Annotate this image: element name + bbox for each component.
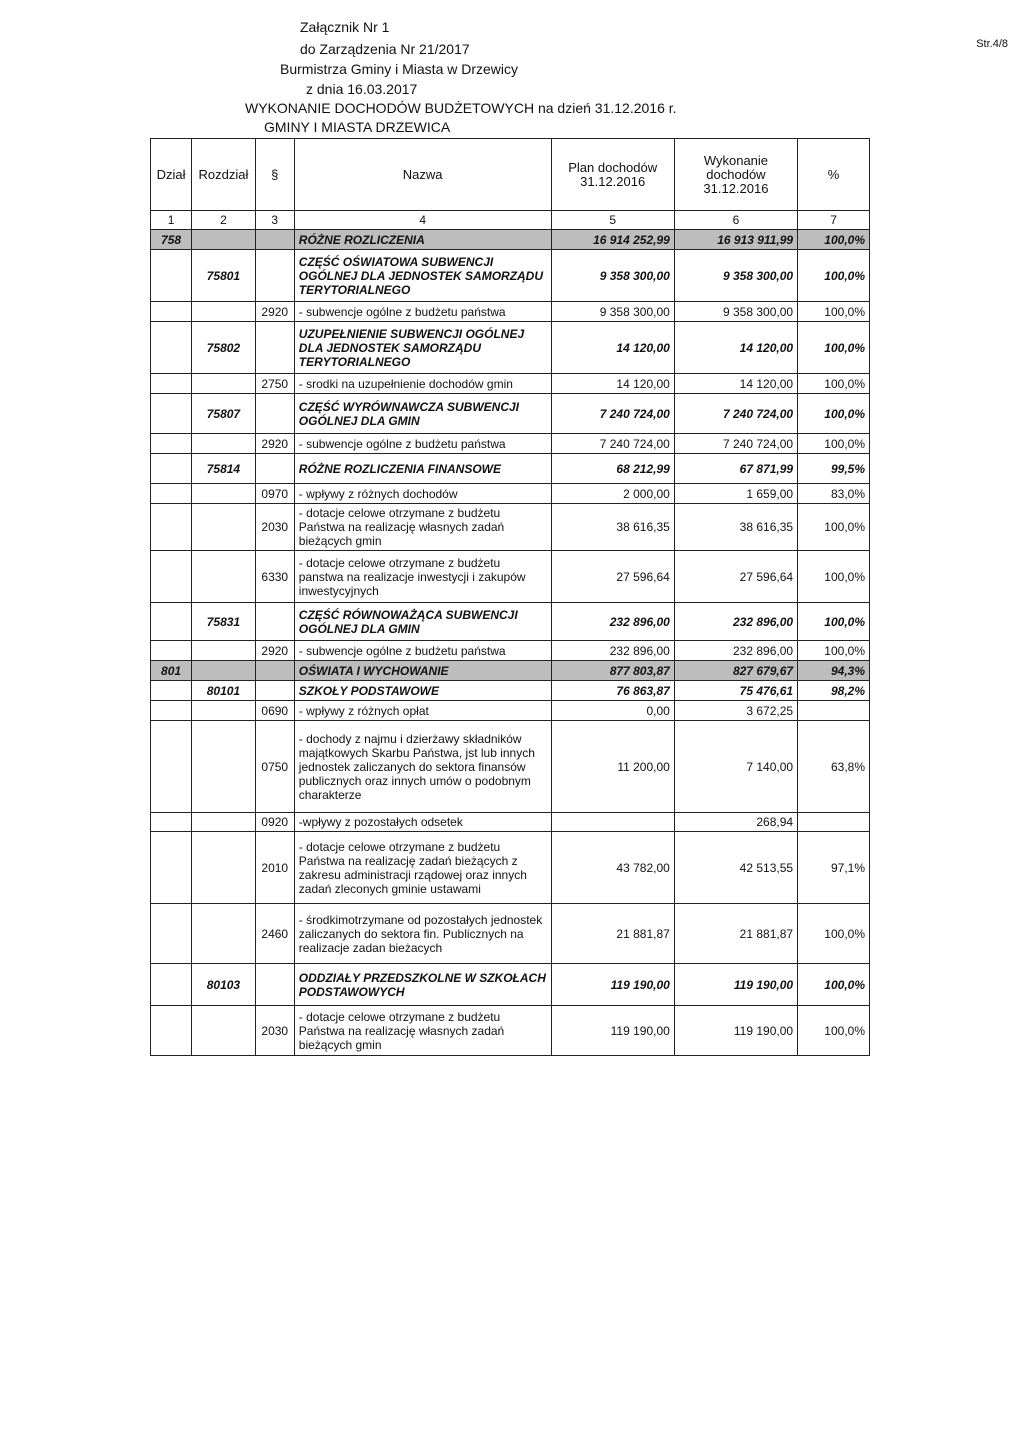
- paragraf-cell: 2460: [255, 904, 294, 964]
- dzial-cell: [151, 964, 192, 1006]
- dzial-cell: [151, 1006, 192, 1056]
- item-row: [151, 832, 870, 904]
- rozdzial-cell: [192, 434, 256, 454]
- dzial-cell: [151, 551, 192, 603]
- column-number-row: [151, 211, 870, 230]
- item-row: [151, 302, 870, 322]
- rozdzial-cell: [192, 551, 256, 603]
- percent-cell: 100,0%: [798, 1006, 870, 1056]
- execution-cell: 3 672,25: [674, 701, 797, 721]
- plan-cell: 877 803,87: [551, 661, 674, 681]
- item-row: [151, 434, 870, 454]
- execution-cell: 27 596,64: [674, 551, 797, 603]
- percent-cell: 100,0%: [798, 964, 870, 1006]
- paragraf-cell: [255, 250, 294, 302]
- subsection-row: [151, 394, 870, 434]
- percent-cell: 100,0%: [798, 641, 870, 661]
- execution-cell: 16 913 911,99: [674, 230, 797, 250]
- rozdzial-cell: [192, 230, 256, 250]
- annex-title: Załącznik Nr 1: [300, 19, 390, 35]
- item-row: [151, 484, 870, 504]
- paragraf-cell: 0970: [255, 484, 294, 504]
- rozdzial-cell: 75814: [192, 454, 256, 484]
- rozdzial-cell: [192, 302, 256, 322]
- header-plan: Plan dochodów 31.12.2016: [551, 139, 674, 211]
- document-subtitle: GMINY I MIASTA DRZEWICA: [264, 119, 451, 135]
- plan-cell: 11 200,00: [551, 721, 674, 813]
- execution-cell: 119 190,00: [674, 1006, 797, 1056]
- name-cell: - dotacje celowe otrzymane z budżetu panstwa na realizacje inwestycji i zakupów inwestycyjnych: [294, 551, 551, 603]
- rozdzial-cell: 80101: [192, 681, 256, 701]
- paragraf-cell: [255, 661, 294, 681]
- plan-cell: 21 881,87: [551, 904, 674, 964]
- paragraf-cell: [255, 394, 294, 434]
- item-row: [151, 701, 870, 721]
- percent-cell: 100,0%: [798, 434, 870, 454]
- percent-cell: 97,1%: [798, 832, 870, 904]
- rozdzial-cell: [192, 374, 256, 394]
- rozdzial-cell: 75831: [192, 603, 256, 641]
- plan-cell: 14 120,00: [551, 374, 674, 394]
- annex-order: do Zarządzenia Nr 21/2017: [300, 41, 470, 57]
- header-wykonanie: Wykonanie dochodów 31.12.2016: [674, 139, 797, 211]
- section-row: [151, 230, 870, 250]
- name-cell: - środkimotrzymane od pozostałych jednostek zaliczanych do sektora fin. Publicznych na realizacje zadan bieżacych: [294, 904, 551, 964]
- execution-cell: 232 896,00: [674, 641, 797, 661]
- paragraf-cell: [255, 964, 294, 1006]
- item-row: [151, 641, 870, 661]
- paragraf-cell: 0920: [255, 813, 294, 832]
- rozdzial-cell: [192, 504, 256, 551]
- name-cell: RÓŻNE ROZLICZENIA FINANSOWE: [294, 454, 551, 484]
- percent-cell: 94,3%: [798, 661, 870, 681]
- dzial-cell: [151, 904, 192, 964]
- budget-table: [150, 138, 870, 1056]
- dzial-cell: [151, 322, 192, 374]
- item-row: [151, 904, 870, 964]
- name-cell: - dotacje celowe otrzymane z budżetu Państwa na realizację własnych zadań bieżących gmin: [294, 504, 551, 551]
- paragraf-cell: [255, 603, 294, 641]
- name-cell: ODDZIAŁY PRZEDSZKOLNE W SZKOŁACH PODSTAWOWYCH: [294, 964, 551, 1006]
- execution-cell: 14 120,00: [674, 374, 797, 394]
- paragraf-cell: 2920: [255, 434, 294, 454]
- section-row: [151, 661, 870, 681]
- percent-cell: 100,0%: [798, 250, 870, 302]
- paragraf-cell: [255, 454, 294, 484]
- annex-issuer: Burmistrza Gminy i Miasta w Drzewicy: [280, 61, 519, 77]
- execution-cell: 38 616,35: [674, 504, 797, 551]
- execution-cell: 42 513,55: [674, 832, 797, 904]
- name-cell: - wpływy z różnych dochodów: [294, 484, 551, 504]
- name-cell: CZĘŚĆ RÓWNOWAŻĄCA SUBWENCJI OGÓLNEJ DLA GMIN: [294, 603, 551, 641]
- rozdzial-cell: [192, 904, 256, 964]
- dzial-cell: [151, 641, 192, 661]
- percent-cell: 63,8%: [798, 721, 870, 813]
- execution-cell: 75 476,61: [674, 681, 797, 701]
- dzial-cell: 758: [151, 230, 192, 250]
- rozdzial-cell: [192, 701, 256, 721]
- subsection-row: [151, 454, 870, 484]
- rozdzial-cell: [192, 641, 256, 661]
- execution-cell: 9 358 300,00: [674, 302, 797, 322]
- plan-cell: 27 596,64: [551, 551, 674, 603]
- plan-cell: 43 782,00: [551, 832, 674, 904]
- plan-cell: 14 120,00: [551, 322, 674, 374]
- header-rozdzial: Rozdział: [192, 139, 256, 211]
- execution-cell: 232 896,00: [674, 603, 797, 641]
- name-cell: - srodki na uzupełnienie dochodów gmin: [294, 374, 551, 394]
- paragraf-cell: 2030: [255, 1006, 294, 1056]
- item-row: [151, 721, 870, 813]
- dzial-cell: [151, 603, 192, 641]
- name-cell: CZĘŚĆ WYRÓWNAWCZA SUBWENCJI OGÓLNEJ DLA GMIN: [294, 394, 551, 434]
- colnum: 1: [151, 211, 192, 230]
- dzial-cell: [151, 832, 192, 904]
- percent-cell: 100,0%: [798, 504, 870, 551]
- name-cell: - subwencje ogólne z budżetu państwa: [294, 302, 551, 322]
- name-cell: -wpływy z pozostałych odsetek: [294, 813, 551, 832]
- paragraf-cell: 2010: [255, 832, 294, 904]
- plan-cell: 16 914 252,99: [551, 230, 674, 250]
- dzial-cell: [151, 484, 192, 504]
- page-number: Str.4/8: [976, 38, 1008, 50]
- percent-cell: 100,0%: [798, 302, 870, 322]
- percent-cell: [798, 701, 870, 721]
- name-cell: - subwencje ogólne z budżetu państwa: [294, 641, 551, 661]
- plan-cell: 7 240 724,00: [551, 434, 674, 454]
- subsection-row: [151, 681, 870, 701]
- plan-cell: 2 000,00: [551, 484, 674, 504]
- header-procent: %: [798, 139, 870, 211]
- rozdzial-cell: 80103: [192, 964, 256, 1006]
- name-cell: - dotacje celowe otrzymane z budżetu Państwa na realizację zadań bieżących z zakresu administracji rządowej oraz innych zadań zleconych gminie ustawami: [294, 832, 551, 904]
- item-row: [151, 504, 870, 551]
- rozdzial-cell: [192, 484, 256, 504]
- name-cell: - subwencje ogólne z budżetu państwa: [294, 434, 551, 454]
- rozdzial-cell: 75807: [192, 394, 256, 434]
- paragraf-cell: [255, 230, 294, 250]
- paragraf-cell: 0750: [255, 721, 294, 813]
- annex-date: z dnia 16.03.2017: [306, 81, 418, 97]
- plan-cell: 68 212,99: [551, 454, 674, 484]
- plan-cell: 38 616,35: [551, 504, 674, 551]
- execution-cell: 827 679,67: [674, 661, 797, 681]
- item-row: [151, 813, 870, 832]
- dzial-cell: 801: [151, 661, 192, 681]
- header-dzial: Dział: [151, 139, 192, 211]
- execution-cell: 7 140,00: [674, 721, 797, 813]
- rozdzial-cell: [192, 813, 256, 832]
- colnum: 6: [674, 211, 797, 230]
- subsection-row: [151, 322, 870, 374]
- percent-cell: 100,0%: [798, 322, 870, 374]
- paragraf-cell: 2920: [255, 641, 294, 661]
- dzial-cell: [151, 681, 192, 701]
- header-paragraf: §: [255, 139, 294, 211]
- plan-cell: 119 190,00: [551, 964, 674, 1006]
- dzial-cell: [151, 721, 192, 813]
- name-cell: RÓŻNE ROZLICZENIA: [294, 230, 551, 250]
- execution-cell: 7 240 724,00: [674, 394, 797, 434]
- percent-cell: 100,0%: [798, 374, 870, 394]
- plan-cell: 9 358 300,00: [551, 250, 674, 302]
- rozdzial-cell: [192, 832, 256, 904]
- paragraf-cell: 2030: [255, 504, 294, 551]
- colnum: 7: [798, 211, 870, 230]
- table-header-row: [151, 139, 870, 211]
- paragraf-cell: 2920: [255, 302, 294, 322]
- dzial-cell: [151, 250, 192, 302]
- plan-cell: 232 896,00: [551, 603, 674, 641]
- paragraf-cell: 6330: [255, 551, 294, 603]
- percent-cell: [798, 813, 870, 832]
- percent-cell: 83,0%: [798, 484, 870, 504]
- percent-cell: 100,0%: [798, 230, 870, 250]
- dzial-cell: [151, 374, 192, 394]
- plan-cell: 76 863,87: [551, 681, 674, 701]
- dzial-cell: [151, 701, 192, 721]
- paragraf-cell: [255, 322, 294, 374]
- plan-cell: 232 896,00: [551, 641, 674, 661]
- percent-cell: 98,2%: [798, 681, 870, 701]
- rozdzial-cell: 75801: [192, 250, 256, 302]
- execution-cell: 14 120,00: [674, 322, 797, 374]
- name-cell: SZKOŁY PODSTAWOWE: [294, 681, 551, 701]
- subsection-row: [151, 603, 870, 641]
- dzial-cell: [151, 302, 192, 322]
- item-row: [151, 1006, 870, 1056]
- header-nazwa: Nazwa: [294, 139, 551, 211]
- plan-cell: 9 358 300,00: [551, 302, 674, 322]
- item-row: [151, 374, 870, 394]
- dzial-cell: [151, 434, 192, 454]
- document-title: WYKONANIE DOCHODÓW BUDŻETOWYCH na dzień 31.12.2016 r.: [245, 100, 677, 116]
- item-row: [151, 551, 870, 603]
- execution-cell: 1 659,00: [674, 484, 797, 504]
- paragraf-cell: [255, 681, 294, 701]
- dzial-cell: [151, 454, 192, 484]
- name-cell: CZĘŚĆ OŚWIATOWA SUBWENCJI OGÓLNEJ DLA JEDNOSTEK SAMORZĄDU TERYTORIALNEGO: [294, 250, 551, 302]
- plan-cell: 7 240 724,00: [551, 394, 674, 434]
- percent-cell: 100,0%: [798, 904, 870, 964]
- plan-cell: [551, 813, 674, 832]
- execution-cell: 268,94: [674, 813, 797, 832]
- plan-cell: 0,00: [551, 701, 674, 721]
- name-cell: OŚWIATA I WYCHOWANIE: [294, 661, 551, 681]
- rozdzial-cell: 75802: [192, 322, 256, 374]
- rozdzial-cell: [192, 661, 256, 681]
- paragraf-cell: 0690: [255, 701, 294, 721]
- name-cell: UZUPEŁNIENIE SUBWENCJI OGÓLNEJ DLA JEDNOSTEK SAMORZĄDU TERYTORIALNEGO: [294, 322, 551, 374]
- execution-cell: 7 240 724,00: [674, 434, 797, 454]
- subsection-row: [151, 964, 870, 1006]
- name-cell: - dochody z najmu i dzierżawy składników majątkowych Skarbu Państwa, jst lub innych jednostek zaliczanych do sektora finansów publicznych oraz innych umów o podobnym charakterze: [294, 721, 551, 813]
- percent-cell: 100,0%: [798, 551, 870, 603]
- colnum: 4: [294, 211, 551, 230]
- paragraf-cell: 2750: [255, 374, 294, 394]
- colnum: 2: [192, 211, 256, 230]
- execution-cell: 9 358 300,00: [674, 250, 797, 302]
- dzial-cell: [151, 813, 192, 832]
- name-cell: - wpływy z różnych opłat: [294, 701, 551, 721]
- name-cell: - dotacje celowe otrzymane z budżetu Państwa na realizację własnych zadań bieżących gmin: [294, 1006, 551, 1056]
- rozdzial-cell: [192, 1006, 256, 1056]
- dzial-cell: [151, 504, 192, 551]
- colnum: 3: [255, 211, 294, 230]
- execution-cell: 21 881,87: [674, 904, 797, 964]
- rozdzial-cell: [192, 721, 256, 813]
- dzial-cell: [151, 394, 192, 434]
- execution-cell: 67 871,99: [674, 454, 797, 484]
- percent-cell: 100,0%: [798, 394, 870, 434]
- execution-cell: 119 190,00: [674, 964, 797, 1006]
- colnum: 5: [551, 211, 674, 230]
- plan-cell: 119 190,00: [551, 1006, 674, 1056]
- percent-cell: 100,0%: [798, 603, 870, 641]
- percent-cell: 99,5%: [798, 454, 870, 484]
- subsection-row: [151, 250, 870, 302]
